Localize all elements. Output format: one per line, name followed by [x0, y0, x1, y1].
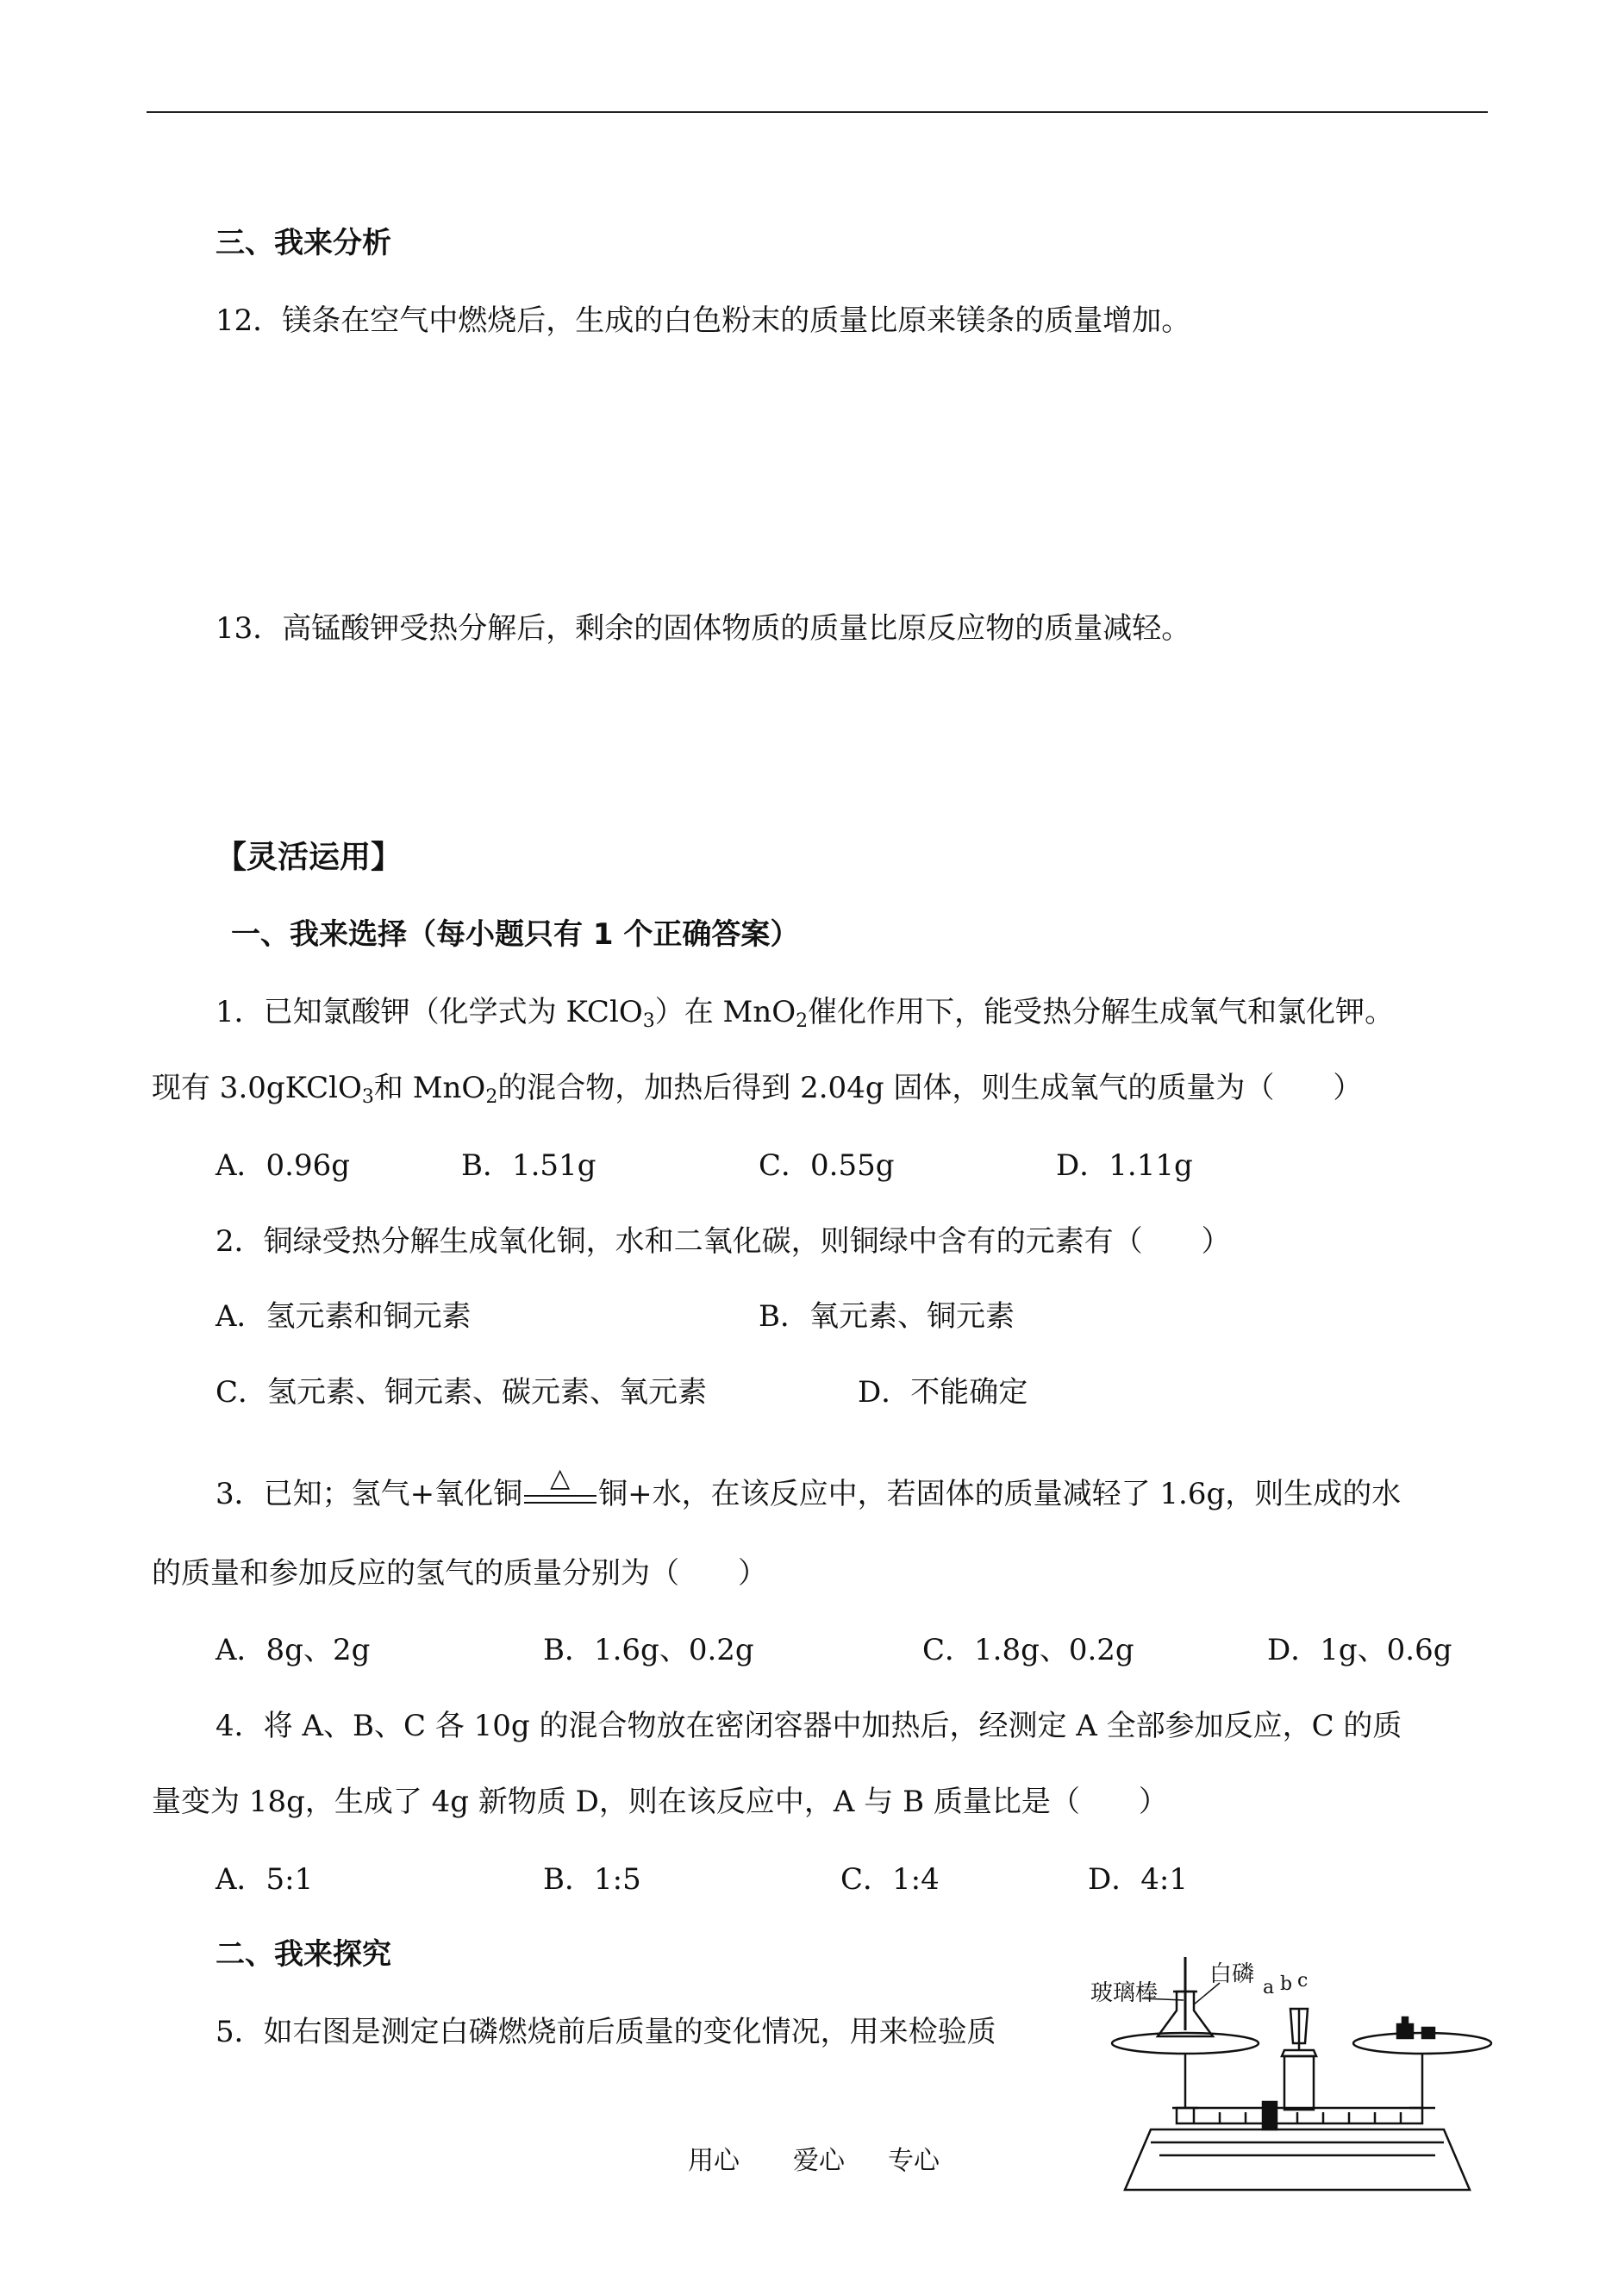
q3-option-a: A．8g、2g [215, 1633, 371, 1667]
label-a: a [1263, 1977, 1275, 1998]
question-1-line1: 1．已知氯酸钾（化学式为 KClO$_3$）在 MnO$_2$催化作用下，能受热分解生成氧气和氯化钾。 [215, 995, 1395, 1032]
footer-word-3: 专心 [888, 2146, 940, 2176]
q1-option-c: C．0.55g [759, 1148, 895, 1183]
q4-option-b: B．1:5 [543, 1862, 641, 1897]
balance-base [1125, 2129, 1470, 2190]
question-1-line2: 现有 3.0gKClO$_3$和 MnO$_2$的混合物，加热后得到 2.04g 固体，则生成氧气的质量为（ ） [152, 1071, 1363, 1108]
question-3-line2: 的质量和参加反应的氢气的质量分别为（ ） [152, 1556, 767, 1591]
question-12: 12．镁条在空气中燃烧后，生成的白色粉末的质量比原来镁条的质量增加。 [215, 303, 1191, 338]
q1-option-b: B．1.51g [461, 1148, 597, 1183]
balance-scale-figure [1090, 1957, 1496, 2216]
header-rule [147, 111, 1488, 113]
q2-option-c: C．氢元素、铜元素、碳元素、氧元素 [215, 1375, 708, 1410]
q4-option-a: A．5:1 [215, 1862, 314, 1897]
part1-heading: 一、我来选择（每小题只有 1 个正确答案） [231, 917, 800, 952]
heat-equals-symbol: △ [522, 1476, 598, 1505]
q3-option-d: D．1g、0.6g [1267, 1633, 1452, 1667]
label-white-phosphorus: 白磷 [1209, 1961, 1255, 1987]
footer-word-1: 用心 [688, 2146, 740, 2176]
q2-option-a: A．氢元素和铜元素 [215, 1299, 472, 1334]
q3-option-c: C．1.8g、0.2g [922, 1633, 1134, 1667]
question-4-line2: 量变为 18g，生成了 4g 新物质 D，则在该反应中，A 与 B 质量比是（ ） [152, 1785, 1168, 1819]
section-heading-flexible: 【灵活运用】 [215, 840, 403, 875]
q3-option-b: B．1.6g、0.2g [543, 1633, 754, 1667]
question-3-line1: 3．已知；氢气+氧化铜 △ 铜+水，在该反应中，若固体的质量减轻了 1.6g，则生成的水 [215, 1463, 1402, 1511]
question-5: 5．如右图是测定白磷燃烧前后质量的变化情况，用来检验质 [215, 2015, 996, 2049]
q1-option-a: A．0.96g [215, 1148, 351, 1183]
section-heading-analysis: 三、我来分析 [215, 226, 391, 260]
q1-option-d: D．1.11g [1056, 1148, 1193, 1183]
q4-option-c: C．1:4 [840, 1862, 940, 1897]
question-4-line1: 4．将 A、B、C 各 10g 的混合物放在密闭容器中加热后，经测定 A 全部参加反应，C 的质 [215, 1709, 1402, 1743]
question-2: 2．铜绿受热分解生成氧化铜，水和二氧化碳，则铜绿中含有的元素有（ ） [215, 1224, 1231, 1259]
q2-option-b: B．氧元素、铜元素 [759, 1299, 1015, 1334]
q2-option-d: D．不能确定 [858, 1375, 1028, 1410]
footer-word-2: 爱心 [793, 2146, 845, 2176]
question-13: 13．高锰酸钾受热分解后，剩余的固体物质的质量比原反应物的质量减轻。 [215, 611, 1191, 646]
label-b: b [1280, 1973, 1293, 1995]
label-glass-rod: 玻璃棒 [1090, 1980, 1159, 2006]
q4-option-d: D．4:1 [1088, 1862, 1188, 1897]
part2-heading: 二、我来探究 [215, 1937, 391, 1972]
label-c: c [1297, 1970, 1309, 1992]
